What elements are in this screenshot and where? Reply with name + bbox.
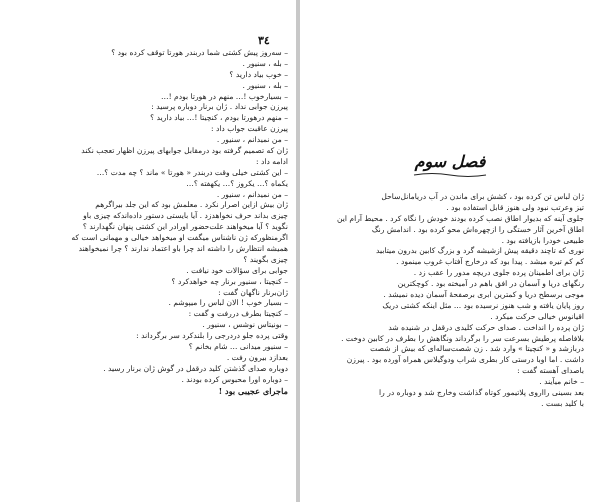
text-line: اطاق آخرین آثار خستگی را ازچهره‌اش محو کرده بود . اندامش رنگ <box>371 224 584 234</box>
right-page-text <box>312 192 584 410</box>
text-line: – دوباره اورا محبوس کرده بودند . <box>181 374 288 384</box>
text-line: – بله ، سنیور . <box>242 58 288 68</box>
text-line: طبیعی خودرا بازیافته بود . <box>501 235 584 245</box>
text-line: پیرزن عاقبت جواب داد : <box>210 124 288 134</box>
text-line: یکماه ؟… یکروز ؟… یکهفته ؟… <box>186 178 288 188</box>
text-line: همیشه انتظارش را داشته اند چرا باو اعتماد ندارند ؟ چرا نمیخواهند <box>78 244 288 254</box>
left-page <box>0 0 296 502</box>
text-line: – کنچیتا ، سنیور برنار چه خواهدکرد ؟ <box>171 276 288 286</box>
text-line: – خانم میآیند . <box>539 377 584 387</box>
text-line: – بسیار خوب ! الان لباس را میپوشم . <box>168 298 288 308</box>
text-line: دوباره صدای گذشتن کلید درقفل در گوش ژان برنار رسید . <box>103 363 288 373</box>
text-line: ژان بیش ازاین اصرار نکرد . معلمش بود که این جلد بیراگرهم <box>95 200 288 210</box>
text-line: – بسیارخوب !… منهم در هورتا بودم !… <box>160 91 288 101</box>
text-line: بلافاصله پرطیش بسرعت سر را برگرداند ونگاهش را بطرف در کابین دوخت . <box>341 333 584 343</box>
text-line: داشت . اما اوبا درستی کار بطری شراب ودوگیلاس همراه آورده بود . پیرزن <box>346 355 584 365</box>
text-line: اگرمنظورکه ژن ناشناس میگفت او میخواهد خیالی و مهمانی است که <box>71 233 288 243</box>
text-line: – این کشتی خیلی وقت دربندر « هورتا » ماند ؟ چه مدت ؟… <box>96 167 288 177</box>
text-line: نگوید ؟ آیا میخواهند علت‌حضور اورادر این کشتی پنهان نگهدارند ؟ <box>82 222 288 232</box>
text-line: – من نمیدانم ، سنیور . <box>216 135 288 145</box>
text-line: چیزی بداند حرف نخواهدزد . آیا بایستی دستور داده‌اندکه چیزی باو <box>83 211 288 221</box>
text-line: ژان پرده را انداخت . صدای حرکت کلیدی درقفل در شنیده شد <box>388 322 584 332</box>
text-line: بعدازد بیرون رفت . <box>226 352 288 362</box>
right-page <box>300 0 594 502</box>
text-line: – من نمیدانم ، سنیور . <box>216 189 288 199</box>
text-line: پیرزن جوابی نداد . ژان برنار دوباره پرسید : <box>151 102 288 112</box>
text-line: ژان لباس تن کرده بود ، کشش برای ماندن در آب دریا‌مانل‌ساحل <box>381 192 584 201</box>
text-line: وقتی پرده جلو دردرجی را بلندکرد سر برگرداند : <box>136 331 288 341</box>
text-line: تیز وعرتب نبود ولی هنوز قابل استفاده بود . <box>446 202 584 212</box>
text-line: بعد بسینی رااروی پلاتیمور کوتاه گذاشت وخارج شد و دوباره در را <box>379 388 584 398</box>
text-line: موجی برسطح دریا و کمترین ابری برصفحهٔ آسمان دیده نمیشد . <box>383 290 584 300</box>
text-line: چیزی بگویند ؟ <box>243 254 288 264</box>
text-line: – کنچیتا بطرف دررفت و گفت : <box>188 309 288 319</box>
text-line: جلوی آینه که بدیوار اطاق نصب کرده بودند خودش را نگاه کرد . محیط آرام این <box>337 213 584 223</box>
text-line: نوری که تاچند دقیقه پیش ازشیشه گرد و بزرگ کابین بدرون میتابید <box>376 246 584 256</box>
text-line: ادامه داد : <box>256 156 288 166</box>
text-line: جوابی برای سؤالات خود نیافت . <box>186 265 288 275</box>
text-line: – خوب بیاد دارید ؟ <box>229 69 288 79</box>
text-line: باصدای آهسته گفت : <box>517 366 584 376</box>
text-line: اقیانوس خیالی حرکت میکرد . <box>490 311 584 321</box>
text-line: با کلید بست . <box>541 398 584 408</box>
text-line: ژان‌برنار ناگهان گفت : <box>218 287 288 297</box>
text-line: – بله ، سنیور . <box>242 80 288 90</box>
left-page-text <box>10 48 288 397</box>
text-line: رنگهای دریا و آسمان در افق باهم در آمیخته بود . کوچکترین <box>397 279 584 289</box>
text-line: ماجرای عجیبی بود ! <box>218 385 288 396</box>
text-line: ژان که تصمیم گرفته بود درمقابل جوابهای پیرزن اظهار تعجب نکند <box>81 146 288 156</box>
text-line: – منهم درهورتا بودم ، کنچیتا !… بیاد دارید ؟ <box>150 113 288 123</box>
text-line: دربازشد و « کنچیتا » وارد شد . زن شصت‌ساله‌ای که بیش از شصت <box>370 344 584 354</box>
text-line: کم کم تیره میشد . پیدا بود که درخارج آفتاب غروب مینمود . <box>396 257 584 267</box>
chapter-ornament <box>412 172 488 178</box>
text-line: – سنیور میدانی … شام بخانم ؟ <box>188 342 288 352</box>
text-line: ژان برای اطمینان پرده جلوی دریچه مدور را عقب زد . <box>413 268 584 278</box>
page-number: ٣٤ <box>258 34 270 47</box>
text-line: – سه‌روز پیش کشتی شما دربندر هورتا توقف کرده بود ؟ <box>111 48 288 57</box>
text-line: – بونیتاس نوشس ، سنیور . <box>202 320 288 330</box>
text-line: روز پایان یافته و شب هنوز نرسیده بود ... مثل اینکه کشتی دریک <box>382 300 584 310</box>
chapter-title: فصل سوم <box>414 152 486 171</box>
